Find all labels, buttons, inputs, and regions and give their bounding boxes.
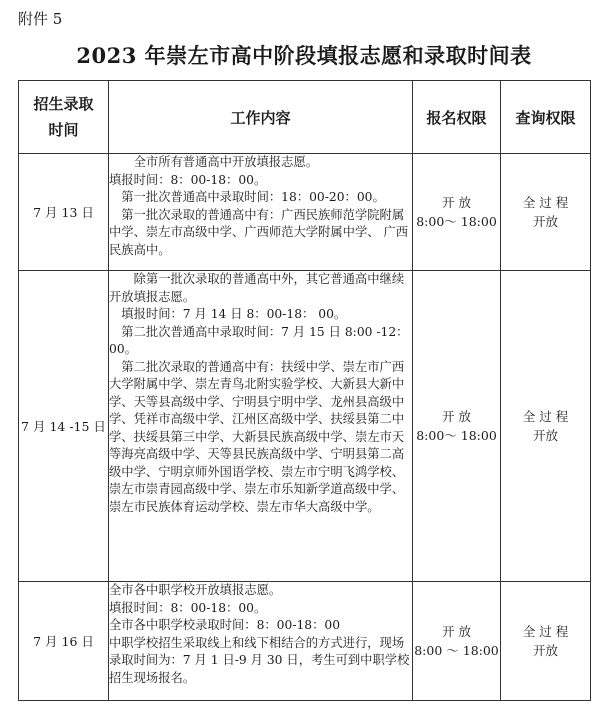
query-scope: 全 过 程 bbox=[522, 195, 569, 210]
schedule-table bbox=[18, 80, 591, 701]
row-time: 7 月 14 -15 日 bbox=[19, 271, 109, 582]
work-line: 全市各中职学校开放填报志愿。 bbox=[109, 583, 282, 597]
work-line: 全市所有普通高中开放填报志愿。 bbox=[133, 155, 319, 169]
auth-status: 开 放 bbox=[442, 195, 471, 210]
work-line: 第一批次普通高中录取时间：18：00-20：00。 bbox=[121, 190, 385, 204]
row-work bbox=[109, 582, 413, 701]
auth-hours: 8:00 ～ 18:00 bbox=[414, 643, 499, 658]
work-line: 填报时间：8：00-18：00。 bbox=[109, 600, 267, 615]
auth-hours: 8:00～ 18:00 bbox=[416, 428, 497, 443]
query-status: 开放 bbox=[532, 214, 558, 229]
page-title: 2023 年崇左市高中阶段填报志愿和录取时间表 bbox=[76, 43, 532, 68]
table-row bbox=[19, 582, 591, 701]
row-query bbox=[501, 582, 591, 701]
table-row bbox=[19, 271, 591, 582]
query-status: 开放 bbox=[532, 428, 558, 443]
table-row bbox=[19, 154, 591, 271]
row-time: 7 月 16 日 bbox=[19, 582, 109, 701]
header-time-line1: 招生录取 bbox=[33, 95, 94, 113]
work-line: 第二批次普通高中录取时间：7 月 15 日 8:00 -12：00。 bbox=[109, 324, 409, 356]
row-auth bbox=[413, 154, 501, 271]
header-auth: 报名权限 bbox=[413, 81, 501, 154]
table-header-row bbox=[19, 81, 591, 154]
work-line: 中职学校招生采取线上和线下相结合的方式进行，现场录取时间为：7 月 1 日-9 月 30 日，考生可到中职学校招生现场报名。 bbox=[109, 635, 410, 685]
row-auth bbox=[413, 271, 501, 582]
query-scope: 全 过 程 bbox=[522, 409, 569, 424]
auth-hours: 8:00～ 18:00 bbox=[416, 214, 497, 229]
query-status: 开放 bbox=[532, 643, 558, 658]
attachment-label: 附件 5 bbox=[18, 10, 63, 28]
work-line: 除第一批次录取的普通高中外，其它普通高中继续开放填报志愿。 bbox=[109, 272, 405, 304]
row-work bbox=[109, 271, 413, 582]
header-time bbox=[19, 81, 109, 154]
work-line: 填报时间：8：00-18：00。 bbox=[109, 172, 267, 187]
work-line: 填报时间：7 月 14 日 8：00-18： 00。 bbox=[121, 307, 347, 321]
work-line: 第一批次录取的普通高中有：广西民族师范学院附属中学、崇左市高级中学、广西师范大学附属中学、 广西民族高中。 bbox=[109, 207, 409, 257]
auth-status: 开 放 bbox=[442, 409, 471, 424]
auth-status: 开 放 bbox=[442, 624, 471, 639]
row-work bbox=[109, 154, 413, 271]
query-scope: 全 过 程 bbox=[522, 624, 569, 639]
row-query bbox=[501, 154, 591, 271]
work-line: 第二批次录取的普通高中有：扶绥中学、崇左市广西大学附属中学、崇左青鸟北附实验学校、大新县大新中学、天等县高级中学、宁明县宁明中学、龙州县高级中学、凭祥市高级中学、江州区高级中学、扶绥县第二中学、扶绥县第三中学、大新县民族高级中学、崇左市天等海亮高级中学、天等县民族高级中学、宁明县第二高级中学、宁明京师外国语学校、崇左市宁明飞鸿学校、崇左市崇青园高级中学、崇左市乐知新学道高级中学、崇左市民族体育运动学校、崇左市华大高级中学。 bbox=[109, 359, 405, 514]
work-line: 全市各中职学校录取时间：8：00-18：00 bbox=[109, 618, 341, 632]
header-time-line2: 时间 bbox=[48, 121, 79, 139]
header-work: 工作内容 bbox=[109, 81, 413, 154]
row-query bbox=[501, 271, 591, 582]
row-time: 7 月 13 日 bbox=[19, 154, 109, 271]
row-auth bbox=[413, 582, 501, 701]
header-query: 查询权限 bbox=[501, 81, 591, 154]
